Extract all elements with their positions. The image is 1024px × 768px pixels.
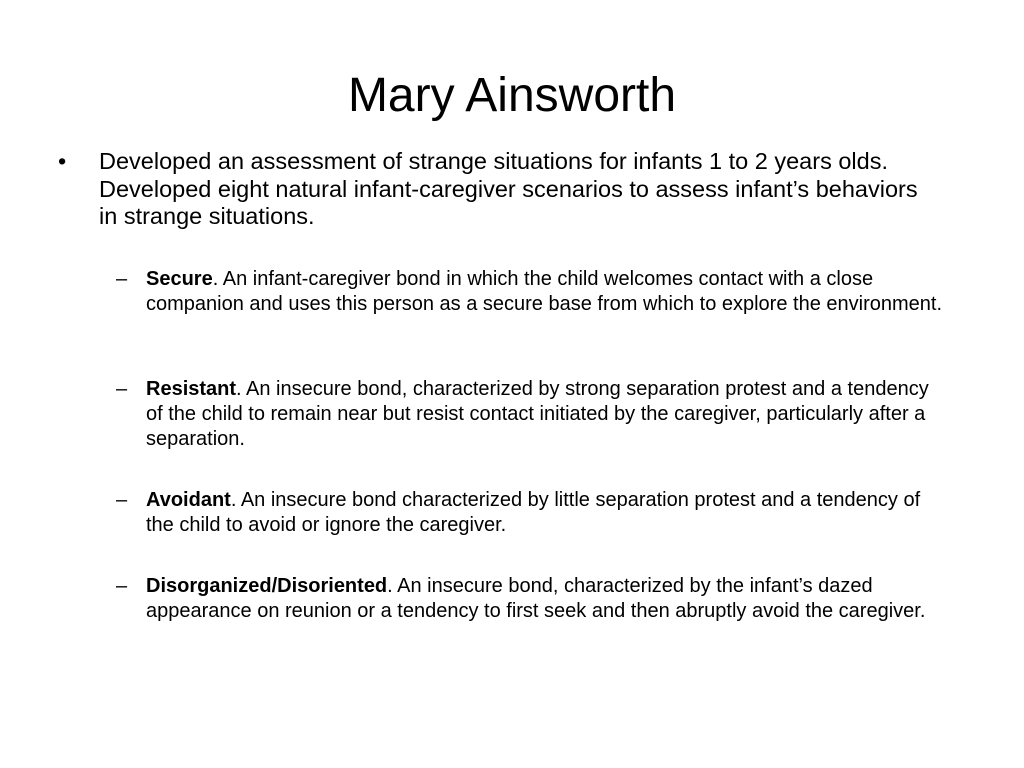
description-disorganized: . An insecure bond, characterized by the infant’s dazed appearance on reunion or a tendency to first seek and then abruptly avoid the caregiver. xyxy=(146,575,926,622)
description-resistant: . An insecure bond, characterized by strong separation protest and a tendency of the child to remain near but resist contact initiated by the caregiver, particularly after a separation. xyxy=(146,378,929,450)
list-item-avoidant xyxy=(116,488,946,538)
dash-marker: – xyxy=(116,268,128,290)
main-bullet-text: Developed an assessment of strange situations for infants 1 to 2 years olds. Developed eight natural infant-caregiver scenarios to assess infant’s behaviors in strange situations. xyxy=(99,148,918,229)
list-item-disorganized xyxy=(116,574,946,624)
description-avoidant: . An insecure bond characterized by little separation protest and a tendency of the child to avoid or ignore the caregiver. xyxy=(146,489,921,536)
term-secure: Secure xyxy=(146,268,213,290)
main-bullet xyxy=(58,148,938,231)
list-item-body xyxy=(146,267,946,317)
list-item-body xyxy=(146,377,946,452)
bullet-marker: • xyxy=(58,148,67,174)
list-item-body xyxy=(146,574,946,624)
dash-marker: – xyxy=(116,378,128,400)
description-secure: . An infant-caregiver bond in which the child welcomes contact with a close companion and uses this person as a secure base from which to explore the environment. xyxy=(146,268,942,315)
dash-marker: – xyxy=(116,575,128,597)
list-item-body xyxy=(146,488,946,538)
slide-title: Mary Ainsworth xyxy=(347,69,677,122)
dash-marker: – xyxy=(116,489,128,511)
term-avoidant: Avoidant xyxy=(146,489,231,511)
list-item-secure xyxy=(116,267,946,317)
term-resistant: Resistant xyxy=(146,378,237,400)
term-disorganized: Disorganized/Disoriented xyxy=(146,575,388,597)
list-item-resistant xyxy=(116,377,946,452)
